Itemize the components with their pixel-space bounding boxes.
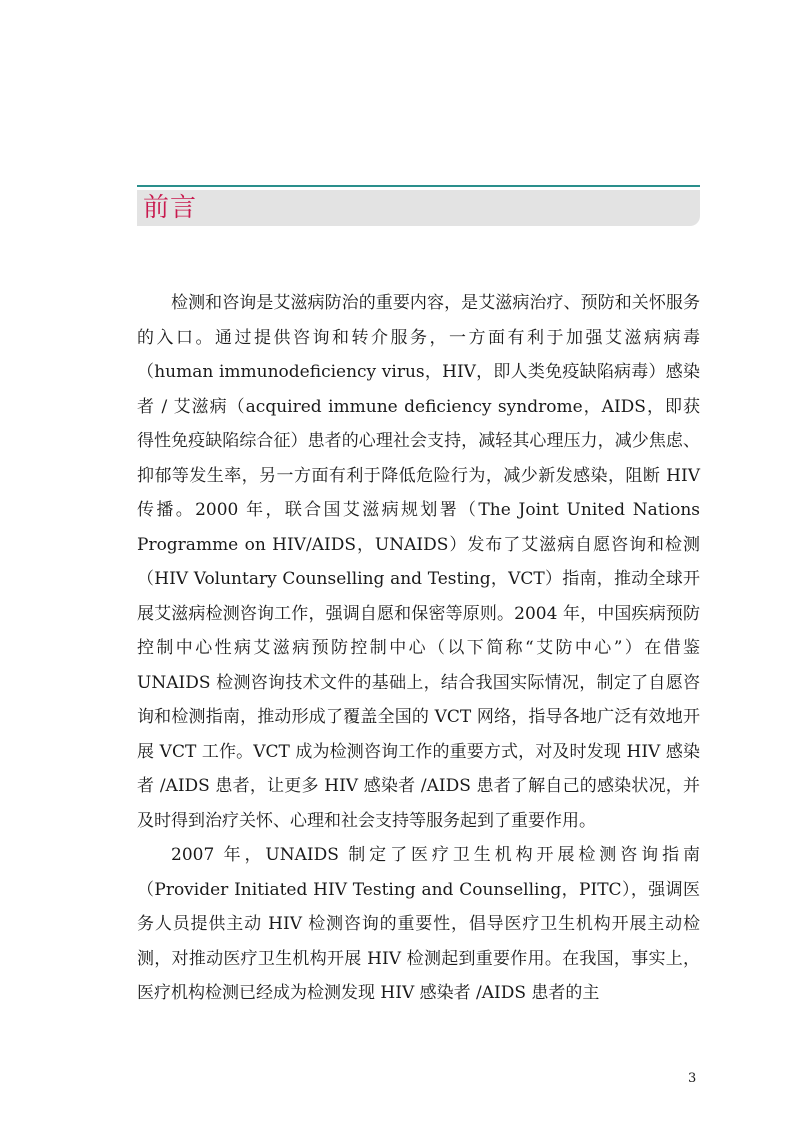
paragraph: 检测和咨询是艾滋病防治的重要内容，是艾滋病治疗、预防和关怀服务的入口。通过提供咨询和转介服务，一方面有利于加强艾滋病病毒（human immunodeficiency virus，HIV，即人类免疫缺陷病毒）感染者 / 艾滋病（acquired immune deficiency syndrome，AIDS，即获得性免疫缺陷综合征）患者的心理社会支持，减轻其心理压力，减少焦虑、抑郁等发生率，另一方面有利于降低危险行为，减少新发感染，阻断 HIV 传播。2000 年，联合国艾滋病规划署（The Joint United Nations Programme on HIV/AIDS，UNAIDS）发布了艾滋病自愿咨询和检测（HIV Voluntary Counselling and Testing，VCT）指南，推动全球开展艾滋病检测咨询工作，强调自愿和保密等原则。2004 年，中国疾病预防控制中心性病艾滋病预防控制中心（以下简称“艾防中心”）在借鉴 UNAIDS 检测咨询技术文件的基础上，结合我国实际情况，制定了自愿咨询和检测指南，推动形成了覆盖全国的 VCT 网络，指导各地广泛有效地开展 VCT 工作。VCT 成为检测咨询工作的重要方式，对及时发现 HIV 感染者 /AIDS 患者，让更多 HIV 感染者 /AIDS 患者了解自己的感染状况，并及时得到治疗关怀、心理和社会支持等服务起到了重要作用。 bbox=[137, 293, 700, 831]
section-heading-bar bbox=[137, 190, 700, 226]
paragraph: 2007 年，UNAIDS 制定了医疗卫生机构开展检测咨询指南（Provider Initiated HIV Testing and Counselling，PITC），强调医务人员提供主动 HIV 检测咨询的重要性，倡导医疗卫生机构开展主动检测，对推动医疗卫生机构开展 HIV 检测起到重要作用。在我国，事实上，医疗机构检测已经成为检测发现 HIV 感染者 /AIDS 患者的主 bbox=[137, 845, 700, 1003]
page-number: 3 bbox=[688, 1071, 697, 1086]
heading-top-rule bbox=[137, 185, 700, 187]
body-text bbox=[137, 286, 700, 1011]
section-title: 前言 bbox=[143, 193, 198, 223]
